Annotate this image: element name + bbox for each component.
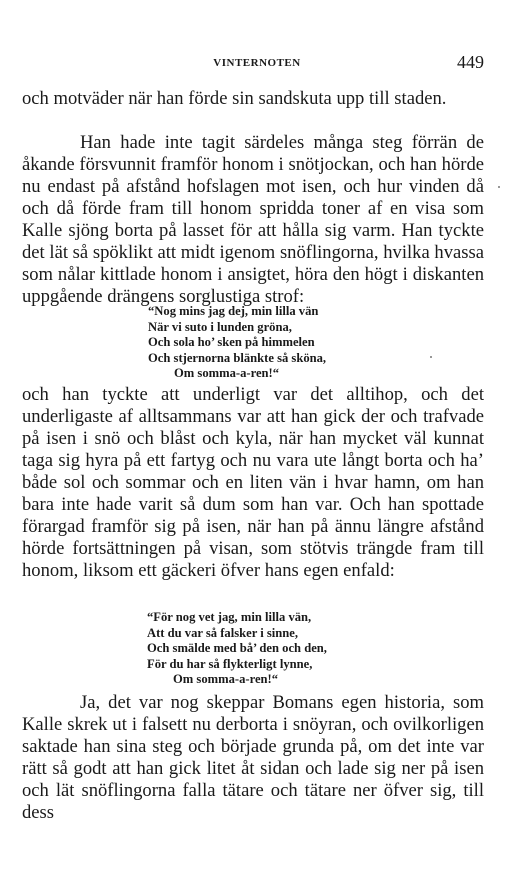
verse-1-line-1: “Nog mins jag dej, min lilla vän [148,304,319,318]
paragraph-1 [22,88,484,110]
print-speck [430,356,432,358]
paragraph-4-text: Ja, det var nog skeppar Bomans egen historia, som Kalle skrek ut i falsett nu derborta i snöyran, och ovilkorligen saktade han sina steg och började grunda på, om det inte var rätt så godt att han gick litet åt sidan och lade sig ner på isen och lät snöflingorna falla tätare och tätare ner öfver sig, till dess [22,692,484,823]
verse-2-line-2: Att du var så falsker i sinne, [147,625,299,640]
verse-2 [147,610,327,688]
verse-2-line-5: Om somma-a-ren!“ [173,672,279,686]
page-number: 449 [457,52,484,72]
paragraph-3 [22,384,484,582]
running-title: VINTERNOTEN [213,57,301,69]
verse-2-line-1: “För nog vet jag, min lilla vän, [147,610,312,624]
verse-1-line-3: Och sola ho’ sken på himmelen [148,335,315,349]
paragraph-2-text: Han hade inte tagit särdeles många steg förrän de åkande försvunnit framför honom i snötjockan, och han hörde nu endast på afstånd hofslagen mot isen, och hur vinden då och då förde fram till honom spridda toner af en visa som Kalle sjöng borta på lasset för att hålla sig varm. Han tyckte det lät så spöklikt att midt igenom snöflingorna, hvilka hvassa som nålar kittlade honom i ansigtet, höra den högt i diskanten uppgående drängens sorglustiga strof: [22,132,484,307]
paragraph-2 [22,132,484,308]
page-header [28,54,486,76]
verse-1-line-5: Om somma-a-ren!“ [174,366,280,380]
paragraph-3-text: och han tyckte att underligt var det alltihop, och det underligaste af alltsammans var att han gick der och trafvade på isen i snö och blåst och kyla, när han mycket väl kunnat taga sig hyra på ett fartyg och nu vara ute långt borta och ha’ både sol och sommar och en liten vän i hvar hamn, om han bara inte hade varit så dum som han var. Och han spottade förargad framför sig på isen, när han på ännu längre afstånd hörde fortsättningen på visan, som stötvis trängde fram till honom, liksom ett gäckeri öfver hans egen enfald: [22,384,484,581]
verse-1 [148,304,326,382]
verse-1-line-4: Och stjernorna blänkte så sköna, [148,350,327,365]
paragraph-4 [22,692,484,824]
print-speck [498,186,500,188]
verse-2-line-3: Och smälde med bå’ den och den, [147,641,327,655]
verse-2-line-4: För du har så flykterligt lynne, [147,656,313,671]
verse-1-line-2: När vi suto i lunden gröna, [148,319,292,334]
paragraph-1-text: och motväder när han förde sin sandskuta upp till staden. [22,88,447,109]
